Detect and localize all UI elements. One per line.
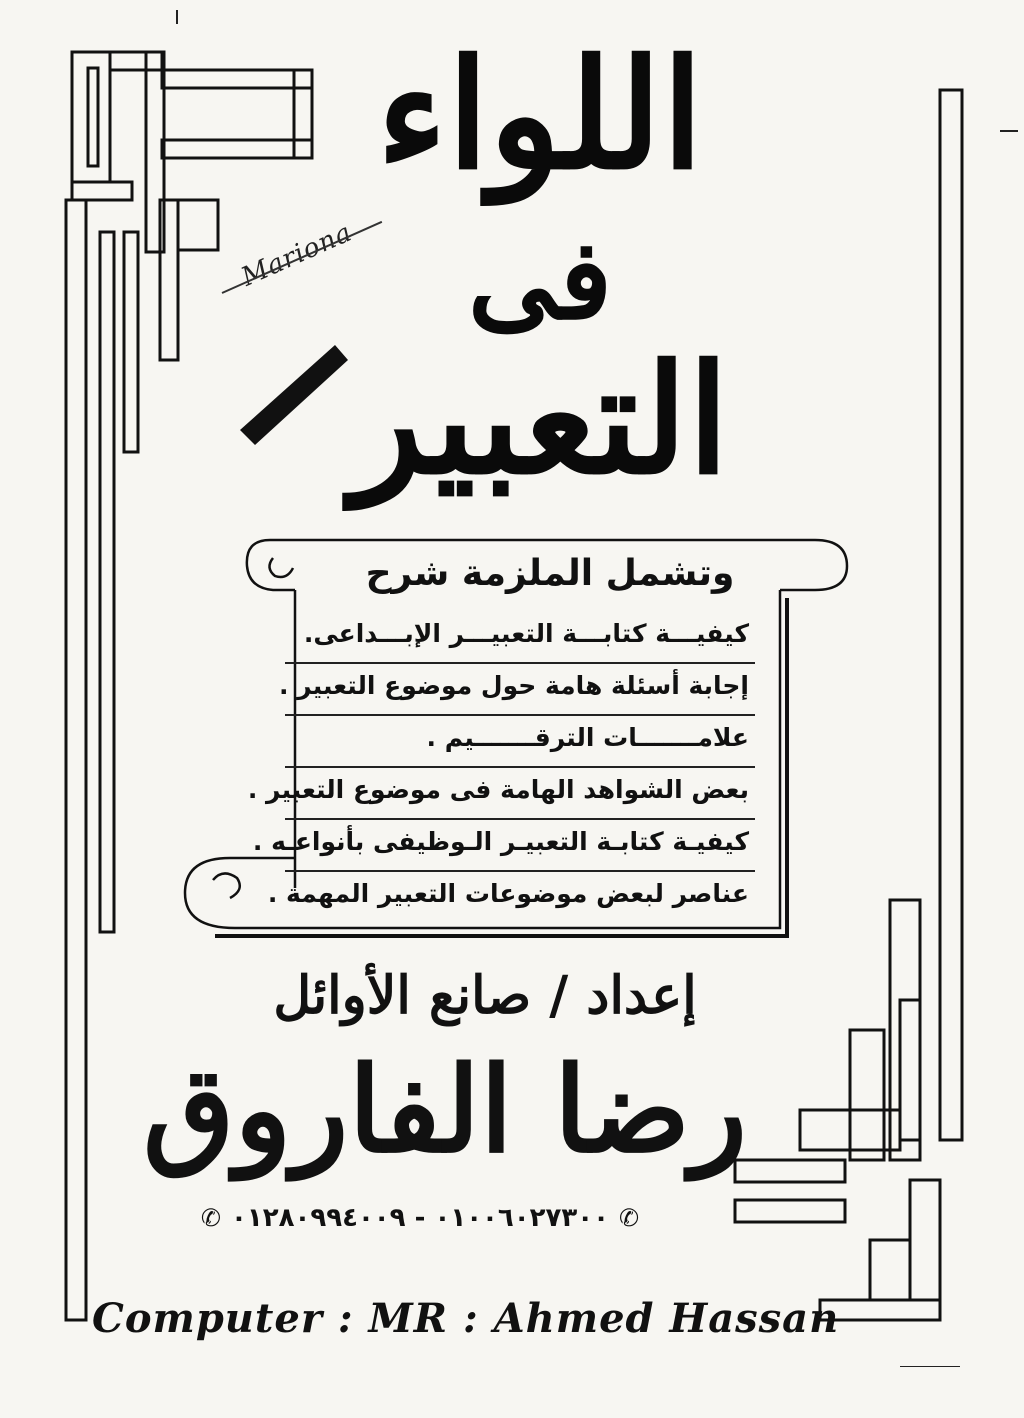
edge-mark xyxy=(176,10,178,24)
phone-handset-icon: ✆ xyxy=(200,1204,221,1232)
topic-item: إجابة أسئلة هامة حول موضوع التعبير . xyxy=(285,664,755,716)
title-line-1: اللواء xyxy=(376,27,704,203)
phone-numbers: ٠١٠٠٦٠٢٧٣٠٠ - ٠١٢٨٠٩٩٤٠٠٩ xyxy=(230,1203,610,1233)
title-line-3: التعبير xyxy=(350,332,730,508)
phone-numbers-line xyxy=(200,1198,640,1238)
edge-mark xyxy=(900,1366,960,1367)
handwritten-note: Mariona xyxy=(236,217,357,293)
prepared-by-line: إعداد / صانع الأوائل xyxy=(273,965,697,1026)
edge-mark xyxy=(1000,130,1018,132)
topic-item: علامـــــــات الترقـــــــيم . xyxy=(285,716,755,768)
topics-list xyxy=(247,612,755,924)
title-line-2: فى xyxy=(467,215,613,344)
computer-credit: Computer : MR : Ahmed Hassan xyxy=(92,1295,840,1342)
contents-heading: وتشمل الملزمة شرح xyxy=(365,553,735,594)
topic-item: بعض الشواهد الهامة فى موضوع التعبير . xyxy=(285,768,755,820)
author-name: رضا الفاروق xyxy=(142,1040,748,1179)
topic-item: كيفيـــة كتابـــة التعبيـــر الإبـــداعى. xyxy=(285,612,755,664)
topic-item: عناصر لبعض موضوعات التعبير المهمة . xyxy=(267,879,749,908)
phone-handset-icon: ✆ xyxy=(619,1204,640,1232)
topic-item: كيفيـة كتابـة التعبيـر الـوظيفى بأنواعـه . xyxy=(285,820,755,872)
